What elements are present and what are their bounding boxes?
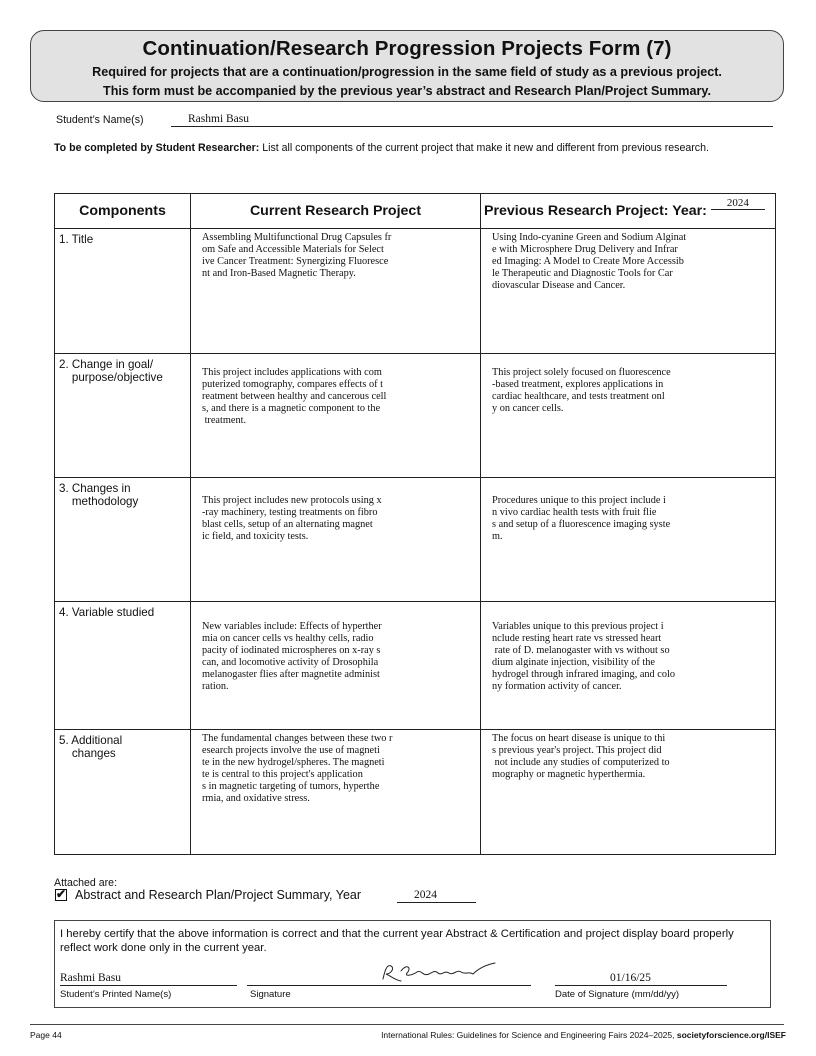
previous-cell-text: This project solely focused on fluorescence -based treatment, explores applications in cardiac healthcare, and tests treatment onl y on cancer cells. — [492, 367, 671, 414]
instructions-bold: To be completed by Student Researcher: — [54, 142, 260, 154]
component-label: 1. Title — [55, 229, 191, 354]
previous-cell-text: The focus on heart disease is unique to thi s previous year's project. This project did not include any studies of computerized to mography or magnetic hyperthermia. — [492, 733, 670, 780]
signature-label: Signature — [250, 989, 291, 1000]
printed-name-underline — [60, 985, 237, 986]
table-header-row — [55, 194, 776, 229]
student-name-underline — [171, 126, 773, 127]
attached-label: Attached are: — [54, 877, 118, 889]
previous-cell[interactable] — [481, 354, 776, 478]
current-cell-text: Assembling Multifunctional Drug Capsules fr om Safe and Accessible Materials for Select ive Cancer Treatment: Synergizing Fluoresce nt and Iron-Based Magnetic Therapy. — [202, 232, 392, 279]
footer-text: International Rules: Guidelines for Science and Engineering Fairs 2024–2025, — [381, 1030, 677, 1040]
current-cell-text: This project includes new protocols using x -ray machinery, testing treatments on fibro blast cells, setup of an alternating magnet ic field, and toxicity tests. — [202, 495, 382, 542]
current-cell[interactable] — [191, 602, 481, 730]
table-row — [55, 478, 776, 602]
page-number: Page 44 — [30, 1030, 62, 1040]
current-cell[interactable] — [191, 478, 481, 602]
component-label: 5. Additional changes — [55, 730, 191, 855]
attached-year-underline — [397, 902, 476, 903]
previous-cell-text: Using Indo-cyanine Green and Sodium Alginat e with Microsphere Drug Delivery and Infrar ed Imaging: A Model to Create More Accessib le Therapeutic and Diagnostic Tools for Car diovascular Disease and Cancer. — [492, 232, 687, 291]
table-row — [55, 229, 776, 354]
certification-box — [54, 920, 771, 1008]
previous-cell[interactable] — [481, 229, 776, 354]
previous-cell[interactable] — [481, 730, 776, 855]
signature-underline[interactable] — [247, 985, 531, 986]
footer-rule — [30, 1024, 784, 1025]
attached-year-field[interactable]: 2024 — [414, 889, 437, 901]
instructions-text: List all components of the current project that make it new and different from previous research. — [259, 142, 709, 154]
student-name-label: Student’s Name(s) — [56, 114, 144, 126]
check-icon: ✔ — [56, 887, 67, 901]
table-row — [55, 730, 776, 855]
form-header — [30, 30, 784, 102]
current-cell-text: New variables include: Effects of hyperther mia on cancer cells vs healthy cells, radio pacity of iodinated microspheres on x-ray s can, and locomotive activity of Drosophila melanogaster flies after magnetite administ ration. — [202, 621, 382, 692]
signature-scribble — [377, 961, 527, 985]
form-subtitle-line2: This form must be accompanied by the previous year’s abstract and Research Plan/Project Summary. — [103, 84, 711, 98]
instructions — [54, 141, 754, 155]
attached-item-label: Abstract and Research Plan/Project Summary, Year — [75, 888, 362, 902]
component-label: 2. Change in goal/ purpose/objective — [55, 354, 191, 478]
previous-year-field[interactable]: 2024 — [711, 197, 765, 210]
component-label: 3. Changes in methodology — [55, 478, 191, 602]
previous-cell-text: Variables unique to this previous project i nclude resting heart rate vs stressed heart rate of D. melanogaster with vs without so dium alginate injection, visibility of the hydrogel through infrared imaging, and colo ny formation activity of cancer. — [492, 621, 676, 692]
component-label: 4. Variable studied — [55, 602, 191, 730]
footer-link[interactable]: societyforscience.org/ISEF — [676, 1030, 786, 1040]
header-previous-label: Previous Research Project: Year: — [484, 203, 707, 219]
printed-name-label: Student’s Printed Name(s) — [60, 989, 172, 1000]
previous-cell-text: Procedures unique to this project include i n vivo cardiac health tests with fruit flie s and setup of a fluorescence imaging syste m. — [492, 495, 671, 542]
previous-cell[interactable] — [481, 602, 776, 730]
header-current: Current Research Project — [191, 194, 481, 229]
components-table — [54, 193, 776, 855]
date-label: Date of Signature (mm/dd/yy) — [555, 989, 680, 1000]
form-title: Continuation/Research Progression Projects Form (7) — [142, 37, 672, 60]
student-name-field[interactable]: Rashmi Basu — [188, 113, 250, 125]
current-cell[interactable] — [191, 354, 481, 478]
abstract-checkbox[interactable] — [55, 889, 67, 901]
certification-text: I hereby certify that the above information is correct and that the current year Abstract & Certification and project display board properly reflect work done only in the current year. — [60, 928, 734, 954]
table-row — [55, 602, 776, 730]
current-cell[interactable] — [191, 730, 481, 855]
form-subtitle-line1: Required for projects that are a continuation/progression in the same field of study as a previous project. — [92, 65, 722, 79]
current-cell-text: The fundamental changes between these two r esearch projects involve the use of magneti te in the new hydrogel/spheres. The magneti te is central to this project's application s in magnetic targeting of tumors, hyperthe rmia, and oxidative stress. — [202, 733, 393, 804]
table-row — [55, 354, 776, 478]
current-cell-text: This project includes applications with com puterized tomography, compares effects of t reatment between healthy and cancerous cell s, and there is a magnetic component to the treatment. — [202, 367, 387, 426]
printed-name-field[interactable]: Rashmi Basu — [60, 972, 122, 984]
current-cell[interactable] — [191, 229, 481, 354]
footer-citation — [381, 1030, 786, 1040]
date-field[interactable]: 01/16/25 — [610, 972, 651, 984]
date-underline — [555, 985, 727, 986]
header-components: Components — [55, 194, 191, 229]
previous-cell[interactable] — [481, 478, 776, 602]
header-previous — [481, 194, 776, 229]
